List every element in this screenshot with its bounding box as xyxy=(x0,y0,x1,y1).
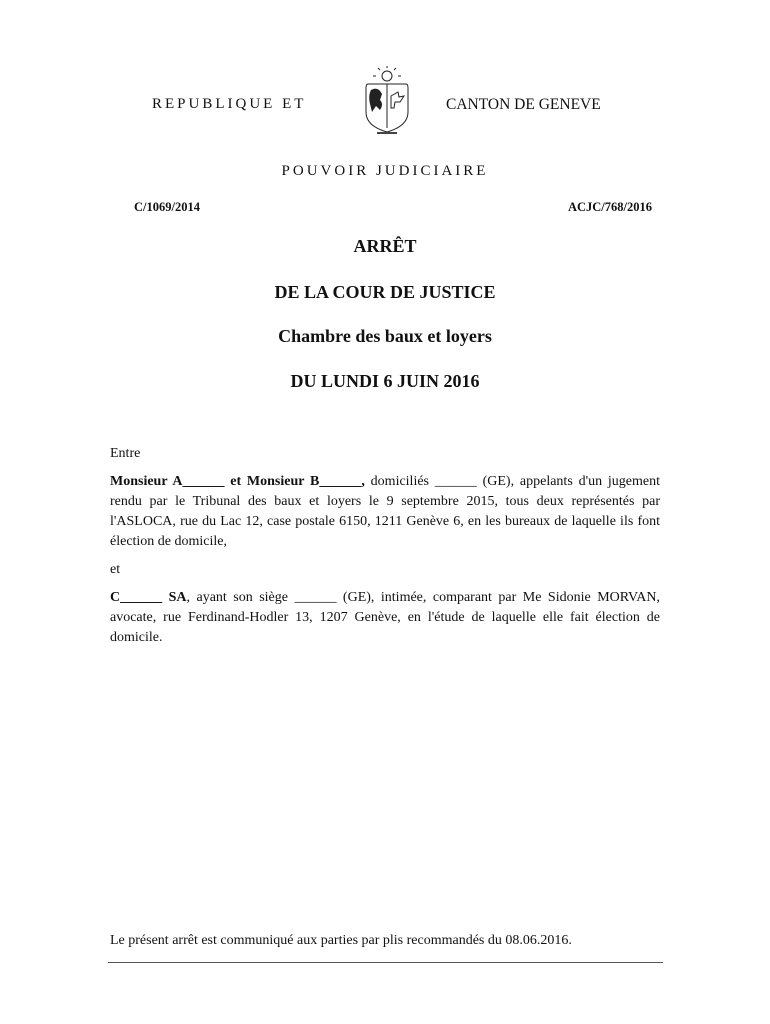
geneva-coat-of-arms-icon xyxy=(362,66,412,136)
title-cour: DE LA COUR DE JUSTICE xyxy=(274,282,496,302)
et-label: et xyxy=(110,562,121,577)
respondent-paragraph xyxy=(110,588,660,648)
title-date: DU LUNDI 6 JUIN 2016 xyxy=(290,371,480,391)
case-number: C/1069/2014 xyxy=(134,200,200,214)
appellants-names: Monsieur A______ et Monsieur B______, xyxy=(110,474,365,489)
header-canton: CANTON DE GENEVE xyxy=(446,96,601,113)
title-chambre: Chambre des baux et loyers xyxy=(278,326,492,346)
header-republique: REPUBLIQUE ET xyxy=(152,96,307,112)
decision-number: ACJC/768/2016 xyxy=(567,200,652,214)
appellants-paragraph xyxy=(110,472,660,552)
parties-section xyxy=(110,444,660,648)
pouvoir-judiciaire: POUVOIR JUDICIAIRE xyxy=(281,163,489,179)
footer-divider xyxy=(108,962,663,963)
respondent-name: C______ SA xyxy=(110,590,187,605)
entre-label: Entre xyxy=(110,446,141,461)
appellants-details: domiciliés ______ (GE), appelants d'un jugement rendu par le Tribunal des baux et loyers le 9 septembre 2015, tous deux représentés par l'ASLOCA, rue du Lac 12, case postale 6150, 1211 Genève 6, en les bureaux de laquelle ils font élection de domicile, xyxy=(110,474,660,549)
title-arret: ARRÊT xyxy=(353,236,417,256)
footer-note: Le présent arrêt est communiqué aux parties par plis recommandés du 08.06.2016. xyxy=(110,933,572,948)
respondent-details: , ayant son siège ______ (GE), intimée, comparant par Me Sidonie MORVAN, avocate, rue Ferdinand-Hodler 13, 1207 Genève, en l'étude de laquelle elle fait élection de domicile. xyxy=(110,590,660,645)
